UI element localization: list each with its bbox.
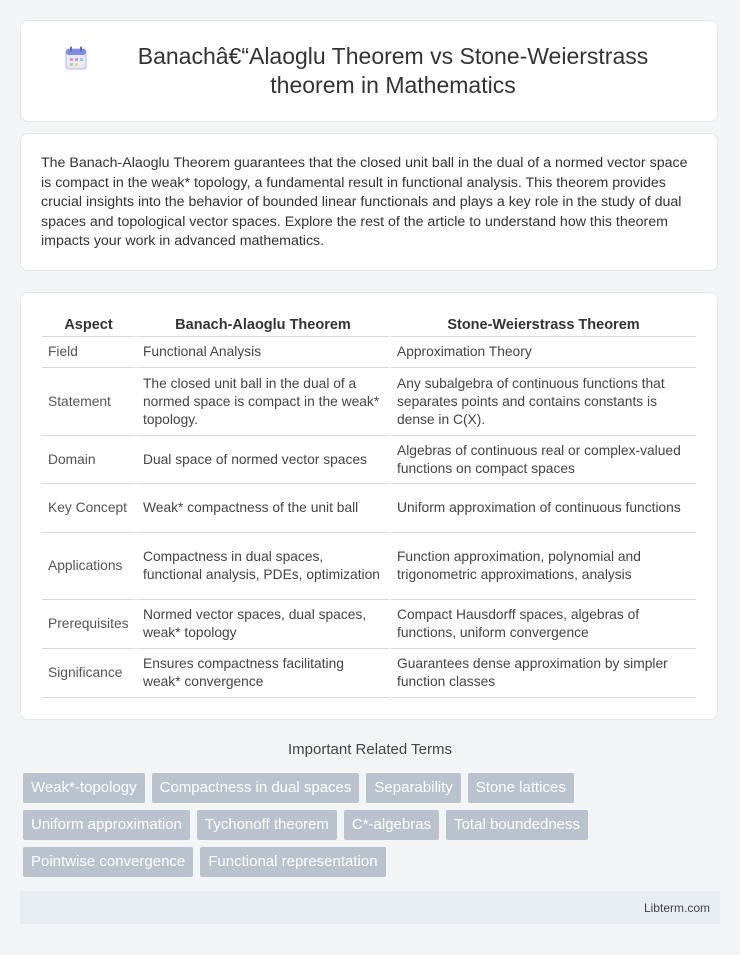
related-terms-list [23, 773, 683, 884]
header-stone-weierstrass: Stone-Weierstrass Theorem [391, 311, 696, 337]
banach-cell: Functional Analysis [137, 337, 389, 368]
stone-cell: Function approximation, polynomial and trigonometric approximations, analysis [391, 533, 696, 600]
tag-functional-representation[interactable]: Functional representation [200, 847, 385, 877]
stone-cell: Compact Hausdorff spaces, algebras of functions, uniform convergence [391, 600, 696, 649]
table-row [42, 436, 696, 484]
table-row [42, 649, 696, 698]
related-terms-title: Important Related Terms [288, 741, 452, 758]
comparison-table [40, 311, 698, 698]
table-row [42, 368, 696, 436]
table-row [42, 337, 696, 368]
aspect-cell: Key Concept [42, 484, 135, 533]
tag-tychonoff-theorem[interactable]: Tychonoff theorem [197, 810, 337, 840]
banach-cell: Compactness in dual spaces, functional analysis, PDEs, optimization [137, 533, 389, 600]
aspect-cell: Statement [42, 368, 135, 436]
tag-uniform-approximation[interactable]: Uniform approximation [23, 810, 190, 840]
tag-total-boundedness[interactable]: Total boundedness [446, 810, 588, 840]
tag-pointwise-convergence[interactable]: Pointwise convergence [23, 847, 193, 877]
banach-cell: Ensures compactness facilitating weak* convergence [137, 649, 389, 698]
stone-cell: Any subalgebra of continuous functions that separates points and contains constants is dense in C(X). [391, 368, 696, 436]
title-card [20, 20, 718, 122]
calendar-icon [65, 46, 87, 70]
aspect-cell: Prerequisites [42, 600, 135, 649]
tag-separability[interactable]: Separability [366, 773, 460, 803]
table-row [42, 484, 696, 533]
stone-cell: Uniform approximation of continuous functions [391, 484, 696, 533]
table-row [42, 533, 696, 600]
aspect-cell: Significance [42, 649, 135, 698]
tag-weak-star-topology[interactable]: Weak*-topology [23, 773, 145, 803]
intro-card [20, 133, 718, 271]
header-aspect: Aspect [42, 311, 135, 337]
title-wrap [65, 42, 673, 100]
tag-stone-lattices[interactable]: Stone lattices [468, 773, 574, 803]
footer [20, 891, 720, 924]
stone-cell: Algebras of continuous real or complex-valued functions on compact spaces [391, 436, 696, 484]
banach-cell: The closed unit ball in the dual of a normed space is compact in the weak* topology. [137, 368, 389, 436]
intro-text: The Banach-Alaoglu Theorem guarantees that the closed unit ball in the dual of a normed vector space is compact in the weak* topology, a fundamental result in functional analysis. This theorem provides crucial insights into the behavior of bounded linear functionals and plays a key role in the study of dual spaces and topological vector spaces. Explore the rest of the article to understand how this theorem impacts your work in advanced mathematics. [41, 155, 688, 249]
footer-site-link[interactable]: Libterm.com [643, 900, 710, 915]
aspect-cell: Field [42, 337, 135, 368]
table-row [42, 600, 696, 649]
stone-cell: Guarantees dense approximation by simpler function classes [391, 649, 696, 698]
page-title: Banachâ€“Alaoglu Theorem vs Stone-Weierstrass theorem in Mathematics [137, 43, 649, 98]
aspect-cell: Applications [42, 533, 135, 600]
tag-compactness-dual-spaces[interactable]: Compactness in dual spaces [152, 773, 360, 803]
banach-cell: Normed vector spaces, dual spaces, weak* topology [137, 600, 389, 649]
tag-c-star-algebras[interactable]: C*-algebras [344, 810, 439, 840]
aspect-cell: Domain [42, 436, 135, 484]
comparison-table-card [20, 292, 718, 720]
banach-cell: Dual space of normed vector spaces [137, 436, 389, 484]
header-banach-alaoglu: Banach-Alaoglu Theorem [137, 311, 389, 337]
table-header-row [42, 311, 696, 337]
banach-cell: Weak* compactness of the unit ball [137, 484, 389, 533]
stone-cell: Approximation Theory [391, 337, 696, 368]
